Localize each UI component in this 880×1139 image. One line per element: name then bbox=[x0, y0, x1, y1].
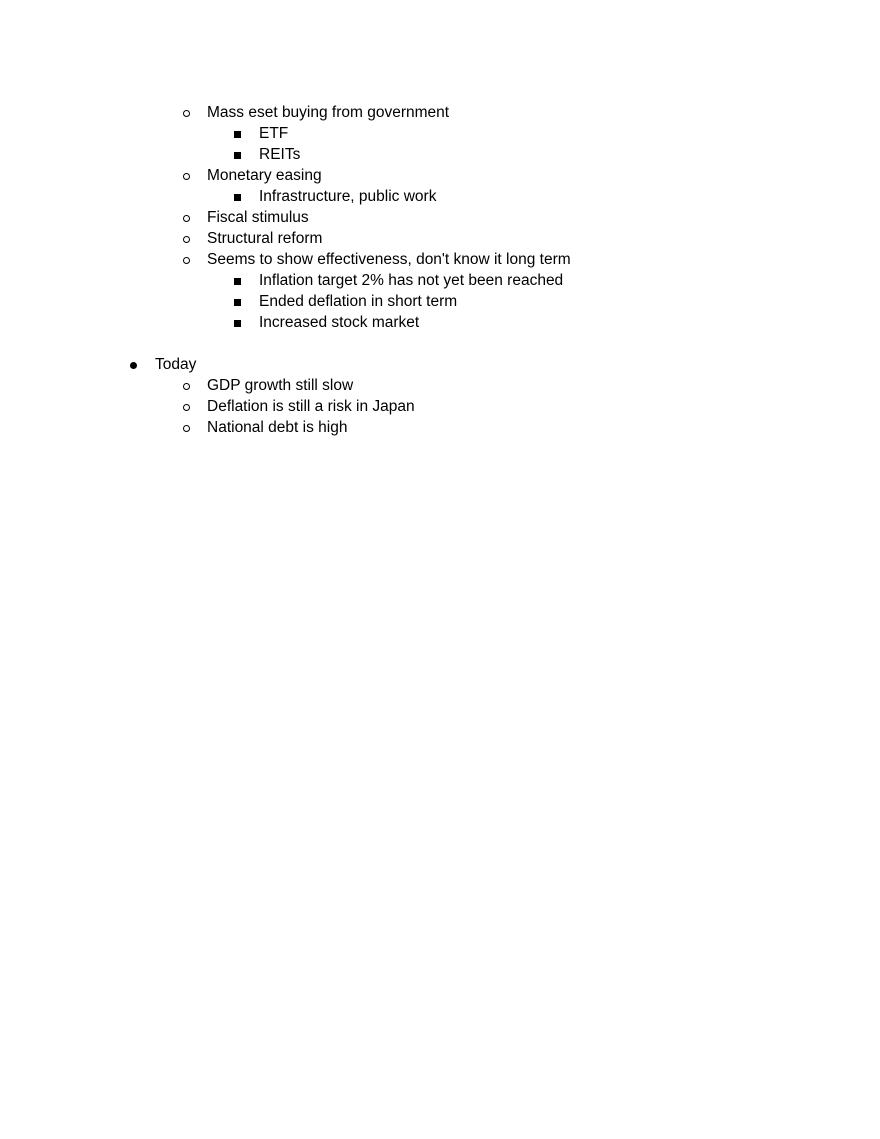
square-bullet-icon bbox=[234, 152, 241, 159]
filled-disc-bullet-icon bbox=[130, 362, 137, 369]
list-item bbox=[0, 102, 880, 123]
list-item bbox=[0, 249, 880, 270]
list-item-text: Fiscal stimulus bbox=[207, 209, 309, 226]
list-item-text: Deflation is still a risk in Japan bbox=[207, 398, 415, 415]
hollow-circle-bullet-icon bbox=[183, 215, 190, 222]
square-bullet-icon bbox=[234, 194, 241, 201]
list-item bbox=[0, 207, 880, 228]
list-heading: Today bbox=[155, 356, 197, 373]
square-bullet-icon bbox=[234, 278, 241, 285]
list-item bbox=[0, 186, 880, 207]
document-page bbox=[0, 102, 880, 438]
list-item-text: GDP growth still slow bbox=[207, 377, 354, 394]
list-item-text: National debt is high bbox=[207, 419, 348, 436]
square-bullet-icon bbox=[234, 131, 241, 138]
list-item-text: Mass eset buying from government bbox=[207, 104, 450, 121]
list-item-text: Structural reform bbox=[207, 230, 323, 247]
list-item bbox=[0, 165, 880, 186]
list-item bbox=[0, 312, 880, 333]
list-item bbox=[0, 375, 880, 396]
list-item bbox=[0, 228, 880, 249]
list-item-text: Ended deflation in short term bbox=[259, 293, 458, 310]
list-item-text: Increased stock market bbox=[259, 314, 420, 331]
hollow-circle-bullet-icon bbox=[183, 173, 190, 180]
list-item-text: Seems to show effectiveness, don't know it long term bbox=[207, 251, 571, 268]
list-item-text: REITs bbox=[259, 146, 301, 163]
list-item-today bbox=[0, 354, 880, 375]
hollow-circle-bullet-icon bbox=[183, 257, 190, 264]
list-item bbox=[0, 291, 880, 312]
list-item bbox=[0, 144, 880, 165]
hollow-circle-bullet-icon bbox=[183, 425, 190, 432]
square-bullet-icon bbox=[234, 299, 241, 306]
hollow-circle-bullet-icon bbox=[183, 236, 190, 243]
list-item bbox=[0, 417, 880, 438]
blank-line bbox=[0, 333, 880, 354]
list-item-text: ETF bbox=[259, 125, 289, 142]
list-item bbox=[0, 396, 880, 417]
list-item bbox=[0, 270, 880, 291]
hollow-circle-bullet-icon bbox=[183, 383, 190, 390]
hollow-circle-bullet-icon bbox=[183, 110, 190, 117]
list-item-text: Monetary easing bbox=[207, 167, 322, 184]
hollow-circle-bullet-icon bbox=[183, 404, 190, 411]
list-item-text: Infrastructure, public work bbox=[259, 188, 437, 205]
list-item-text: Inflation target 2% has not yet been reached bbox=[259, 272, 564, 289]
square-bullet-icon bbox=[234, 320, 241, 327]
list-item bbox=[0, 123, 880, 144]
